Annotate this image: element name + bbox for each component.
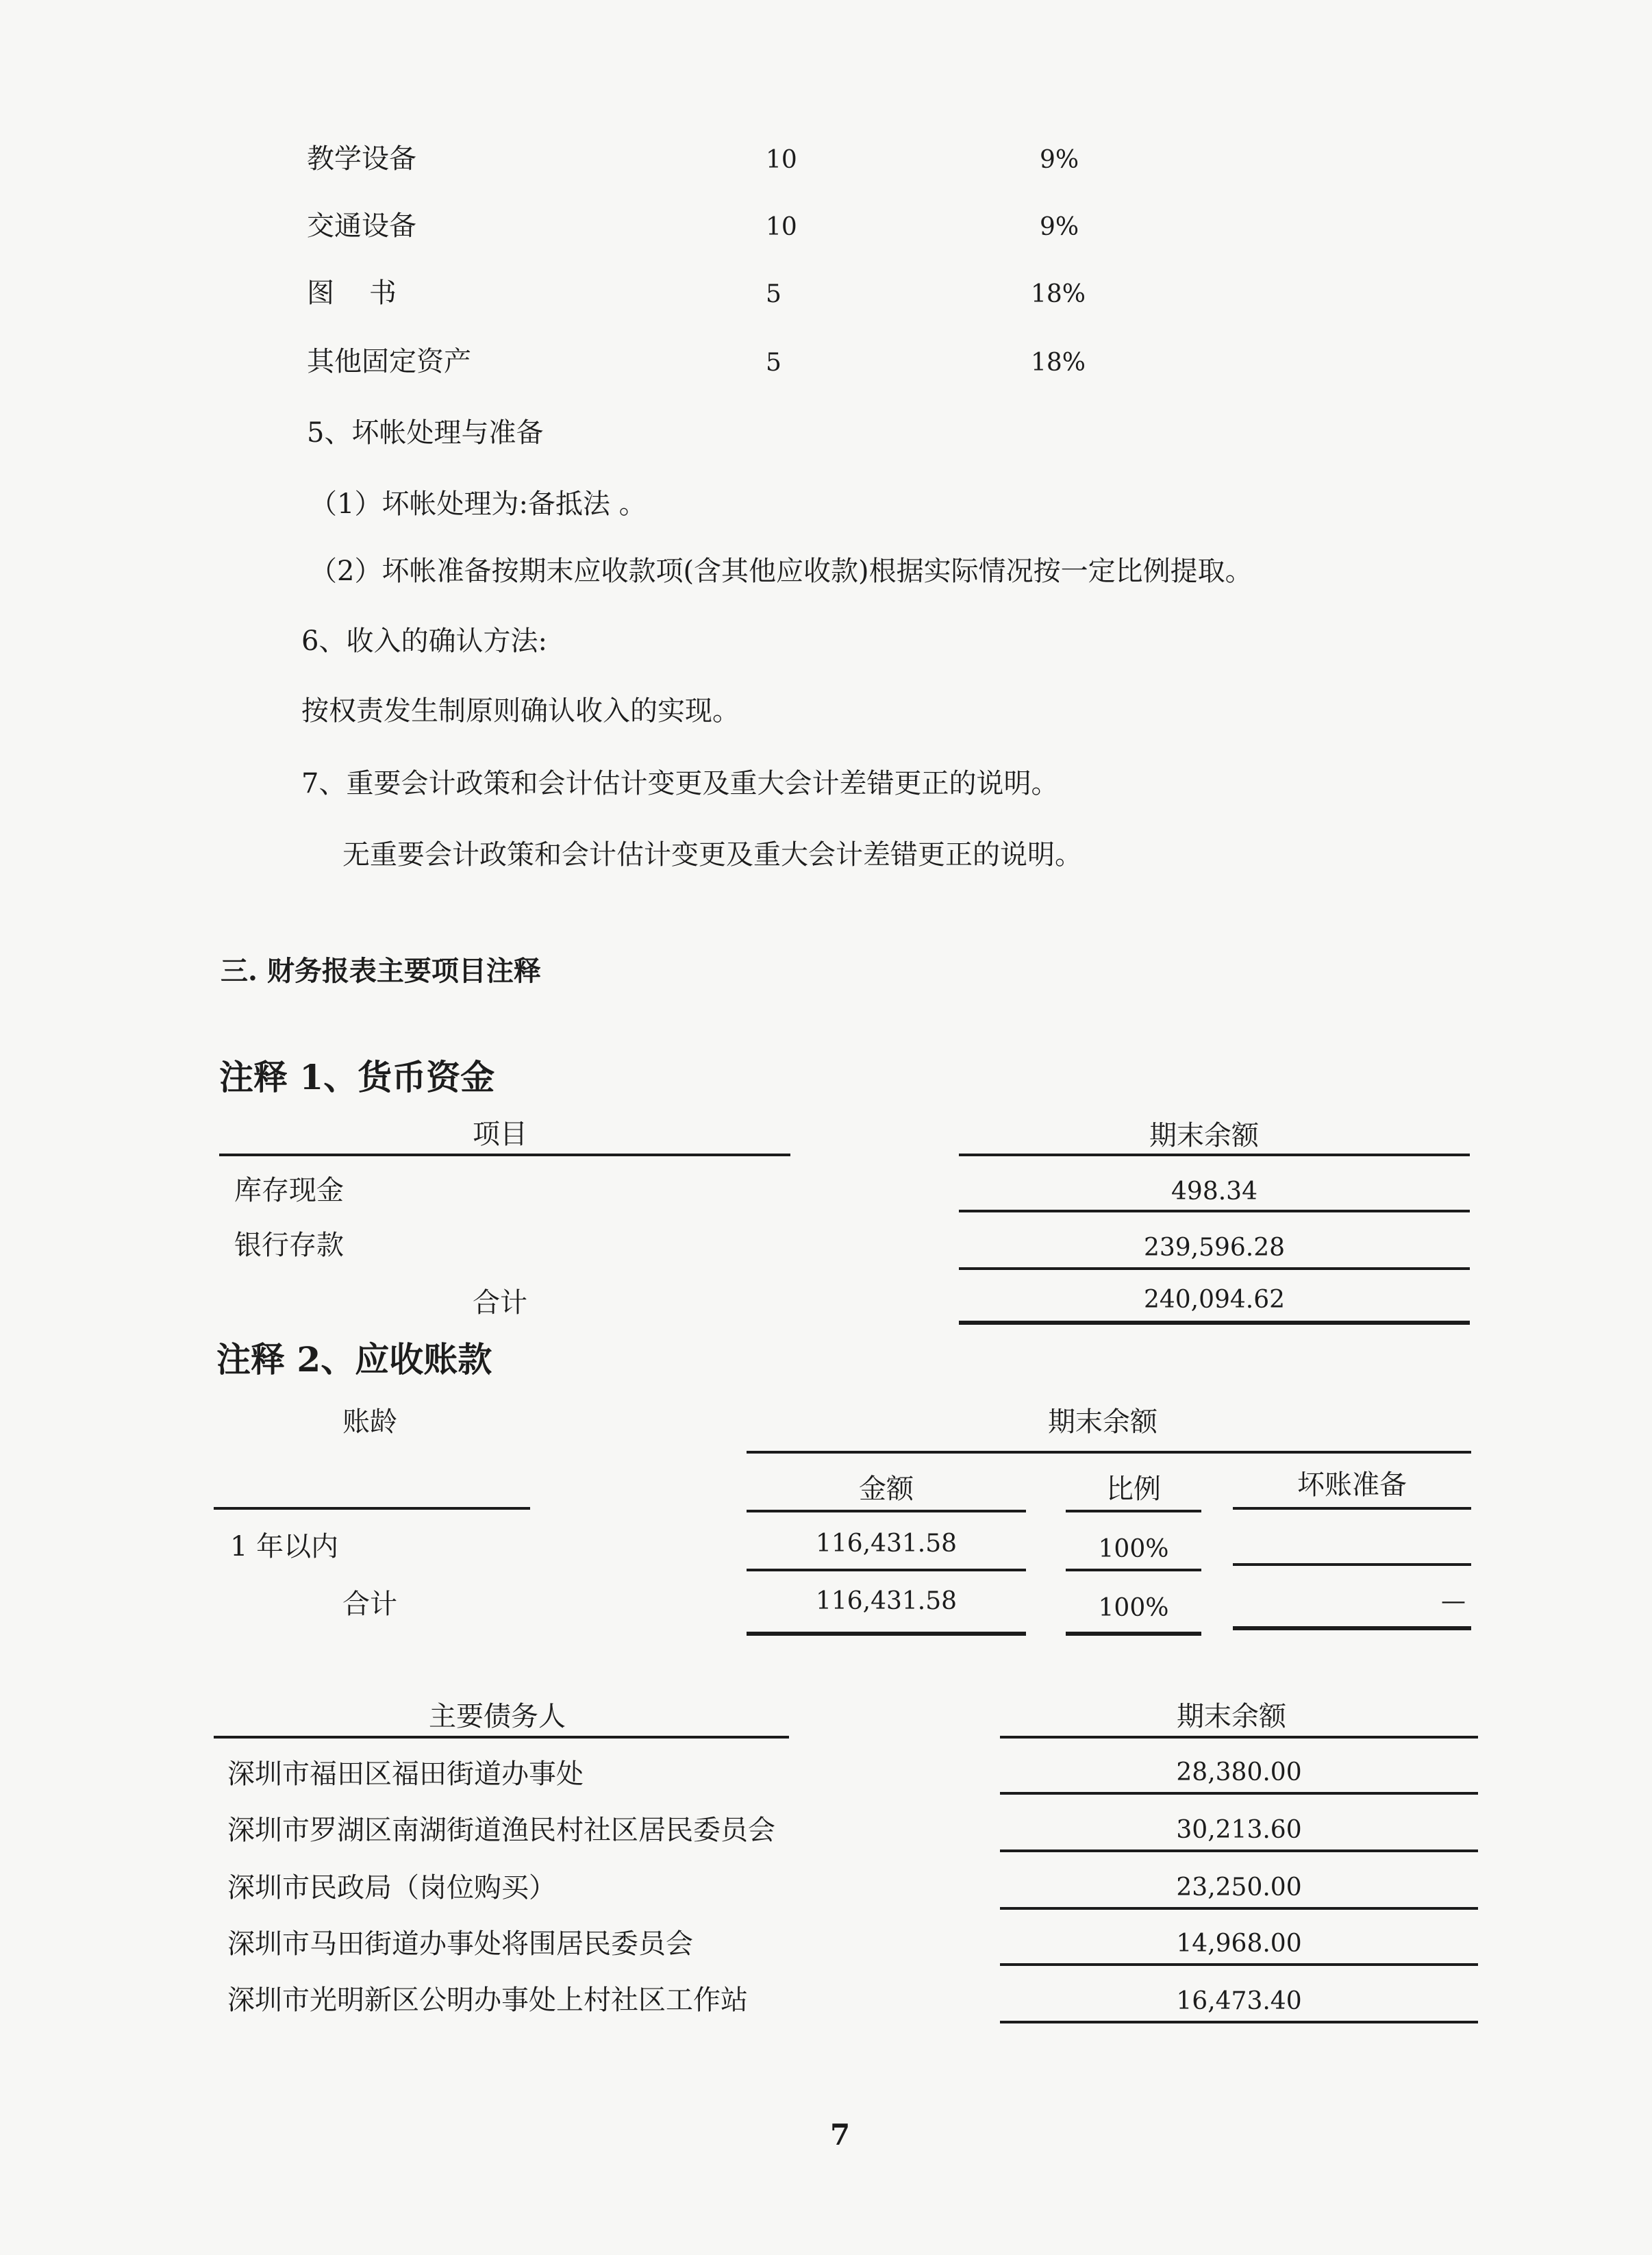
note-2-balance-rule xyxy=(747,1451,1471,1454)
section-3-heading: 三. 财务报表主要项目注释 xyxy=(221,955,541,987)
note-1-col-balance: 期末余额 xyxy=(1149,1120,1259,1151)
note-2-total-ratio-rule xyxy=(1066,1632,1201,1636)
debtor-row-2-value: 30,213.60 xyxy=(1176,1816,1302,1844)
policy-6-1: 按权责发生制原则确认收入的实现。 xyxy=(301,695,740,727)
debtors-col-balance: 期末余额 xyxy=(1177,1701,1286,1732)
note-1-total-label: 合计 xyxy=(473,1287,527,1319)
note-2-reserve-rule xyxy=(1233,1507,1471,1510)
debtor-row-4-rule xyxy=(1000,1963,1478,1966)
dep-row-1-rate: 9% xyxy=(1040,146,1079,174)
dep-row-2-years: 10 xyxy=(766,213,797,241)
note-2-row-1-amount: 116,431.58 xyxy=(815,1530,958,1558)
note-2-col-reserve: 坏账准备 xyxy=(1297,1469,1407,1501)
note-1-col-item: 项目 xyxy=(473,1119,527,1150)
policy-5-heading: 5、坏帐处理与准备 xyxy=(307,417,544,449)
debtor-row-5-rule xyxy=(1000,2021,1478,2023)
note-2-row-1-reserve-rule xyxy=(1233,1563,1471,1566)
policy-7-1: 无重要会计政策和会计估计变更及重大会计差错更正的说明。 xyxy=(342,839,1082,871)
dep-row-4-name: 其他固定资产 xyxy=(307,346,471,377)
note-2-total-reserve: — xyxy=(1441,1587,1466,1615)
note-2-title: 注释 2、应收账款 xyxy=(216,1339,492,1380)
debtor-row-4-name: 深圳市马田街道办事处将围居民委员会 xyxy=(227,1928,693,1960)
note-1-row-2-value: 239,596.28 xyxy=(1143,1234,1286,1262)
note-1-header-rule-left xyxy=(219,1154,790,1156)
debtor-row-1-value: 28,380.00 xyxy=(1176,1758,1302,1786)
dep-row-3-years: 5 xyxy=(766,280,781,308)
note-1-row-2-name: 银行存款 xyxy=(234,1230,344,1261)
dep-row-4-years: 5 xyxy=(766,349,781,377)
note-1-row-2-rule xyxy=(959,1267,1470,1270)
dep-row-2-rate: 9% xyxy=(1040,213,1079,241)
note-1-row-1-value: 498.34 xyxy=(1171,1178,1257,1206)
debtor-row-5-value: 16,473.40 xyxy=(1176,1987,1302,2015)
note-1-total-value: 240,094.62 xyxy=(1143,1286,1286,1314)
note-1-header-rule-right xyxy=(959,1154,1470,1156)
note-2-total-ratio: 100% xyxy=(1098,1594,1169,1622)
policy-5-2: （2）坏帐准备按期末应收款项(含其他应收款)根据实际情况按一定比例提取。 xyxy=(310,556,1253,587)
debtor-row-3-name: 深圳市民政局（岗位购买） xyxy=(227,1872,556,1904)
page-number: 7 xyxy=(830,2118,851,2152)
dep-row-1-years: 10 xyxy=(766,146,797,174)
note-2-ratio-rule xyxy=(1066,1510,1201,1512)
note-2-total-label: 合计 xyxy=(342,1589,397,1620)
note-2-row-1-amount-rule xyxy=(747,1569,1026,1571)
dep-row-3-rate: 18% xyxy=(1031,280,1086,308)
debtor-row-3-value: 23,250.00 xyxy=(1176,1873,1302,1902)
debtor-row-1-name: 深圳市福田区福田街道办事处 xyxy=(227,1758,584,1790)
dep-row-3-name: 图 书 xyxy=(307,277,397,309)
debtor-row-3-rule xyxy=(1000,1907,1478,1910)
policy-5-1: （1）坏帐处理为:备抵法 。 xyxy=(310,488,647,520)
debtors-col-name: 主要债务人 xyxy=(429,1701,566,1732)
note-2-total-reserve-rule xyxy=(1233,1626,1471,1630)
dep-row-1-name: 教学设备 xyxy=(307,143,416,175)
note-2-amount-rule xyxy=(747,1510,1026,1512)
note-1-title: 注释 1、货币资金 xyxy=(219,1057,495,1097)
dep-row-2-name: 交通设备 xyxy=(307,210,416,242)
note-2-row-1-ratio: 100% xyxy=(1098,1535,1169,1563)
policy-7-heading: 7、重要会计政策和会计估计变更及重大会计差错更正的说明。 xyxy=(301,768,1059,799)
note-2-row-1-age: 1 年以内 xyxy=(230,1531,339,1562)
note-2-total-amount: 116,431.58 xyxy=(815,1587,958,1615)
policy-6-heading: 6、收入的确认方法: xyxy=(301,625,547,657)
debtor-row-4-value: 14,968.00 xyxy=(1176,1930,1302,1958)
note-2-col-balance: 期末余额 xyxy=(1048,1406,1157,1438)
note-1-total-rule xyxy=(959,1321,1470,1325)
debtor-row-5-name: 深圳市光明新区公明办事处上村社区工作站 xyxy=(227,1984,748,2016)
debtors-header-rule-right xyxy=(1000,1736,1478,1739)
note-1-row-1-rule xyxy=(959,1210,1470,1212)
note-2-total-amount-rule xyxy=(747,1632,1026,1636)
debtor-row-1-rule xyxy=(1000,1792,1478,1795)
note-2-col-ratio: 比例 xyxy=(1106,1473,1161,1505)
note-2-age-rule xyxy=(214,1507,530,1510)
note-2-col-amount: 金额 xyxy=(859,1473,914,1505)
debtor-row-2-rule xyxy=(1000,1849,1478,1852)
note-2-row-1-ratio-rule xyxy=(1066,1569,1201,1571)
note-1-row-1-name: 库存现金 xyxy=(234,1175,344,1206)
debtor-row-2-name: 深圳市罗湖区南湖街道渔民村社区居民委员会 xyxy=(227,1815,775,1846)
note-2-col-age: 账龄 xyxy=(342,1406,397,1438)
debtors-header-rule-left xyxy=(214,1736,789,1739)
dep-row-4-rate: 18% xyxy=(1031,349,1086,377)
